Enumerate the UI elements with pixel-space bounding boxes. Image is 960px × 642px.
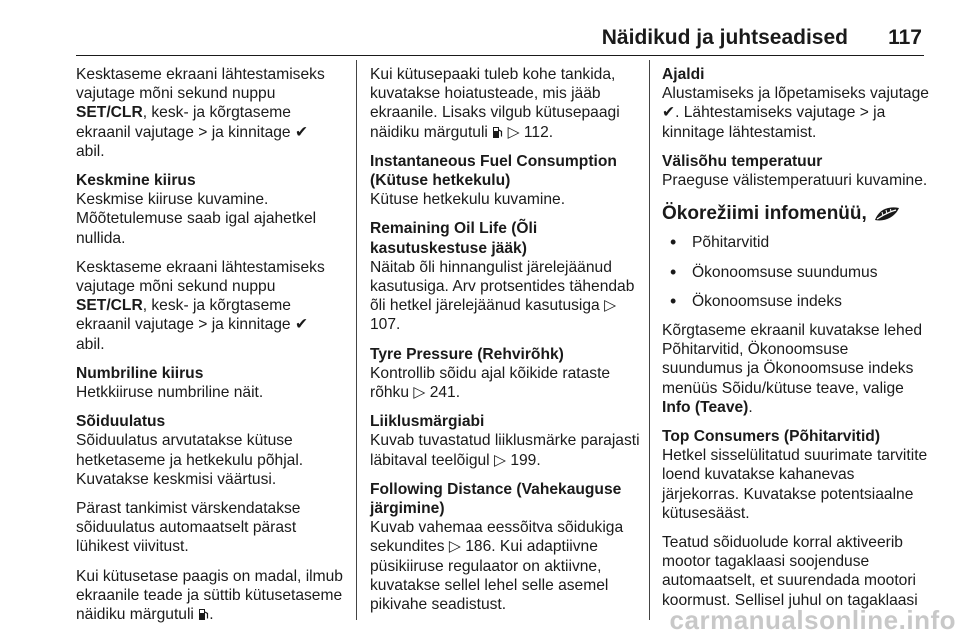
chapter-title: Näidikud ja juhtseadised	[601, 26, 848, 49]
paragraph: Hetkel sisselülitatud suurimate tarvitite loend kuvatakse kahanevas järjekorras. Kuvatakse potentsiaalne kütusesääst.	[662, 447, 928, 522]
section-heading: Numbriline kiirus	[76, 364, 204, 382]
eco-list	[662, 233, 932, 311]
paragraph: Kui kütusepaaki tuleb kohe tankida, kuvatakse hoiatusteade, mis jääb ekraanile. Lisaks vilgub kütusepaagi näidiku märgutuli ▷ 112.	[370, 66, 620, 141]
fuel-pump-icon	[198, 608, 209, 621]
paragraph: Näitab õli hinnangulist järelejäänud kasutusiga. Arv protsentides tähendab õli hetkel järelejäänud kasutusiga ▷ 107.	[370, 258, 635, 334]
section-heading: Following Distance (Vahekauguse järgimine)	[370, 480, 622, 518]
section-heading: Instantaneous Fuel Consumption (Kütuse hetkekulu)	[370, 152, 617, 190]
watermark: carmanualsonline.info	[669, 605, 956, 635]
paragraph: Praeguse välistemperatuuri kuvamine.	[662, 172, 928, 190]
paragraph: Kütuse hetkekulu kuvamine.	[370, 191, 566, 209]
fuel-pump-icon	[492, 126, 503, 139]
paragraph: Alustamiseks ja lõpetamiseks vajutage ✔. Lähtestamiseks vajutage > ja kinnitage lähtestamist.	[662, 85, 929, 141]
check-icon: ✔	[294, 123, 309, 141]
list-item: • Põhitarvitid	[662, 233, 932, 252]
column-divider	[356, 60, 357, 620]
column-divider	[649, 60, 650, 620]
paragraph: Keskmise kiiruse kuvamine. Mõõtetulemuse saab igal ajahetkel nullida.	[76, 191, 317, 247]
paragraph: Kesktaseme ekraani lähtestamiseks vajutage mõni sekund nuppu SET/CLR, kesk- ja kõrgtaseme ekraanil vajutage > ja kinnitage ✔ abil.	[76, 258, 325, 353]
page-ref[interactable]: 241.	[429, 384, 461, 402]
section-heading: Remaining Oil Life (Õli kasutuskestuse jääk)	[370, 220, 538, 257]
section-heading: Tyre Pressure (Rehvirõhk)	[370, 345, 564, 363]
section-heading: Keskmine kiirus	[76, 172, 196, 190]
page-ref-icon: ▷	[507, 123, 520, 141]
page-ref-icon: ▷	[604, 297, 617, 315]
paragraph: Sõiduulatus arvutatakse kütuse hetketaseme ja hetkekulu põhjal. Kuvatakse keskmisi väärtusi.	[76, 432, 304, 488]
paragraph: Teatud sõiduolude korral aktiveerib mootor tagaklaasi soojenduse automaatselt, et suurendada mootori koormust. Sellisel juhul on tagaklaasi	[662, 534, 918, 609]
paragraph: Kesktaseme ekraani lähtestamiseks vajutage mõni sekund nuppu SET/CLR, kesk- ja kõrgtaseme ekraanil vajutage > ja kinnitage ✔ abil.	[76, 66, 325, 160]
section-heading: Sõiduulatus	[76, 413, 166, 431]
page-ref[interactable]: 199.	[510, 451, 541, 469]
section-heading: Välisõhu temperatuur	[662, 152, 823, 170]
list-item: • Ökonoomsuse suundumus	[662, 263, 932, 282]
check-icon: ✔	[294, 316, 309, 334]
paragraph: Kõrgtaseme ekraanil kuvatakse lehed Põhitarvitid, Ökonoomsuse suundumus ja Ökonoomsuse indeks menüüs Sõidu/kütuse teave, valige Info (Teave).	[662, 322, 923, 416]
page-ref[interactable]: 107.	[370, 316, 401, 334]
check-icon: ✔	[662, 104, 676, 122]
header-rule	[76, 55, 924, 56]
page-ref-icon: ▷	[448, 538, 461, 556]
column-1	[76, 65, 344, 634]
paragraph: Kuvab vahemaa eessõitva sõidukiga sekundites ▷ 186. Kui adaptiivne püsikiiruse regulaator on aktiivne, kuvatakse sellel lehel selle asemel pikivahe seadistust.	[370, 519, 624, 614]
paragraph: Hetkkiiruse numbriline näit.	[76, 384, 264, 402]
page-header	[0, 0, 960, 58]
paragraph: Kontrollib sõidu ajal kõikide rataste rõhku ▷ 241.	[370, 364, 611, 402]
paragraph: Kuvab tuvastatud liiklusmärke parajasti läbitaval teelõigul ▷ 199.	[370, 432, 640, 469]
section-heading: Ajaldi	[662, 66, 705, 83]
list-item: • Ökonoomsuse indeks	[662, 292, 932, 311]
section-heading: Top Consumers (Põhitarvitid)	[662, 428, 881, 446]
paragraph: Kui kütusetase paagis on madal, ilmub ekraanile teade ja süttib kütusetaseme näidiku märgutuli .	[76, 567, 343, 624]
paragraph: Pärast tankimist värskendatakse sõiduulatus automaatselt pärast lühikest viivitust.	[76, 500, 301, 556]
page-ref[interactable]: 112.	[523, 123, 554, 141]
section-heading: Liiklusmärgiabi	[370, 413, 485, 431]
chevron-right-icon: >	[198, 316, 208, 334]
eco-leaf-icon	[873, 205, 901, 223]
column-2	[370, 65, 640, 624]
column-3	[662, 65, 932, 620]
eco-section-title: Ökorežiimi infomenüü,	[662, 204, 932, 223]
chevron-right-icon: >	[859, 104, 869, 122]
page-ref-icon: ▷	[493, 451, 506, 469]
page-number: 117	[888, 26, 922, 49]
chevron-right-icon: >	[198, 123, 208, 141]
page-ref-icon: ▷	[413, 384, 426, 402]
